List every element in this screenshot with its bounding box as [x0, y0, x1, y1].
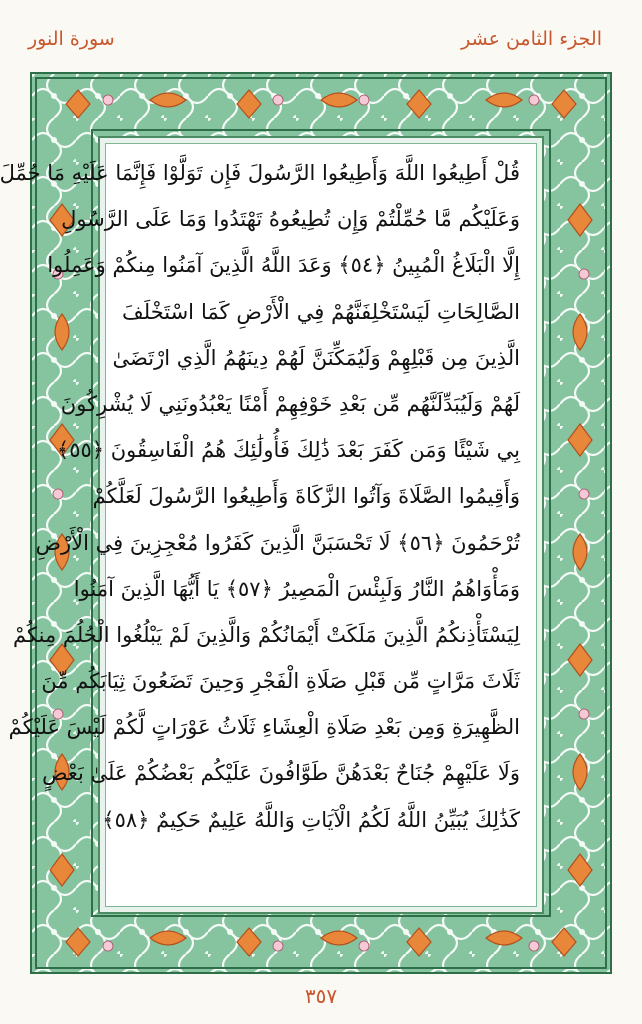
surah-title: سورة النور [28, 28, 115, 50]
verse-line: وَعَلَيْكُم مَّا حُمِّلْتُمْ وَإِن تُطِيعُوهُ تَهْتَدُوا وَمَا عَلَى الرَّسُولِ [61, 207, 520, 232]
juz-title: الجزء الثامن عشر [461, 28, 602, 50]
page-header [0, 0, 642, 70]
verse-line: ثَلَاثَ مَرَّاتٍ مِّن قَبْلِ صَلَاةِ الْفَجْرِ وَحِينَ تَضَعُونَ ثِيَابَكُم مِّنَ [41, 669, 520, 694]
verse-line: لَهُمْ وَلَيُبَدِّلَنَّهُم مِّن بَعْدِ خَوْفِهِمْ أَمْنًا يَعْبُدُونَنِي لَا يُشْرِكُونَ [60, 391, 520, 416]
verse-line: لِيَسْتَأْذِنكُمُ الَّذِينَ مَلَكَتْ أَيْمَانُكُمْ وَالَّذِينَ لَمْ يَبْلُغُوا الْحُلُمَ مِنكُمْ [13, 622, 520, 647]
verse-line: وَلَا عَلَيْهِمْ جُنَاحٌ بَعْدَهُنَّ طَوَّافُونَ عَلَيْكُم بَعْضُكُمْ عَلَىٰ بَعْضٍ [42, 761, 520, 786]
verse-lines [0, 150, 520, 843]
verse-line: الَّذِينَ مِن قَبْلِهِمْ وَلَيُمَكِّنَنَّ لَهُمْ دِينَهُمُ الَّذِي ارْتَضَىٰ [112, 345, 520, 370]
verse-line: إِلَّا الْبَلَاغُ الْمُبِينُ ﴿٥٤﴾ وَعَدَ اللَّهُ الَّذِينَ آمَنُوا مِنكُمْ وَعَمِلُوا [47, 253, 520, 278]
verse-line: الظَّهِيرَةِ وَمِن بَعْدِ صَلَاةِ الْعِشَاءِ ثَلَاثُ عَوْرَاتٍ لَّكُمْ لَيْسَ عَلَيْكُمْ [8, 715, 520, 740]
verse-line: قُلْ أَطِيعُوا اللَّهَ وَأَطِيعُوا الرَّسُولَ فَإِن تَوَلَّوْا فَإِنَّمَا عَلَيْهِ مَا حُمِّلَ [0, 161, 520, 185]
verse-line: الصَّالِحَاتِ لَيَسْتَخْلِفَنَّهُمْ فِي الْأَرْضِ كَمَا اسْتَخْلَفَ [122, 299, 520, 324]
verse-line: تُرْحَمُونَ ﴿٥٦﴾ لَا تَحْسَبَنَّ الَّذِينَ كَفَرُوا مُعْجِزِينَ فِي الْأَرْضِ [35, 530, 520, 555]
verse-line: بِي شَيْئًا وَمَن كَفَرَ بَعْدَ ذَٰلِكَ فَأُولَٰئِكَ هُمُ الْفَاسِقُونَ ﴿٥٥﴾ [56, 438, 520, 463]
page-number: ٣٥٧ [304, 984, 338, 1008]
verse-line: وَمَأْوَاهُمُ النَّارُ وَلَبِئْسَ الْمَصِيرُ ﴿٥٧﴾ يَا أَيُّهَا الَّذِينَ آمَنُوا [73, 576, 520, 601]
verse-line: وَأَقِيمُوا الصَّلَاةَ وَآتُوا الزَّكَاةَ وَأَطِيعُوا الرَّسُولَ لَعَلَّكُمْ [92, 484, 520, 509]
verse-line: كَذَٰلِكَ يُبَيِّنُ اللَّهُ لَكُمُ الْآيَاتِ وَاللَّهُ عَلِيمٌ حَكِيمٌ ﴿٥٨﴾ [102, 807, 520, 832]
